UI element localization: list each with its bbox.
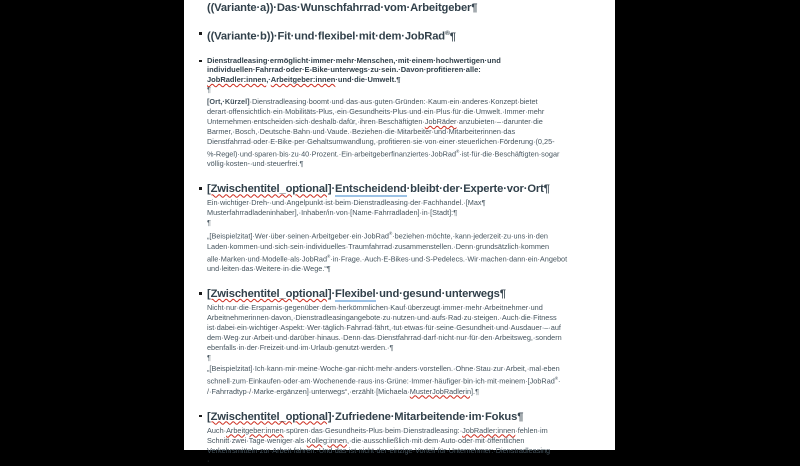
- text-run: Arbeitnehmerinnen·davon,·Dienstradleasingangebote·zu·nutzen·und·aufs·Rad·zu·steigen.·Auch·die·Fitness: [207, 313, 557, 323]
- pilcrow-mark: ¶: [481, 198, 486, 208]
- text-run: Dienstfahrrad·oder·E-Bike·per·Gehaltsumwandlung,·profitieren·sie·von·einer·steuerlichen·Förderung·(0,25-: [207, 136, 555, 146]
- text-run: ebenfalls·in·der·Freizeit·und·im·Urlaub·genutzt·werden.·: [207, 343, 390, 353]
- text-run: .: [473, 386, 476, 396]
- text-run: ((Variante·a))·Das·Wunschfahrrad·vom·Arbeitgeber: [207, 2, 472, 14]
- fachhandel-paragraph[interactable]: [207, 198, 605, 218]
- text-run: [Zwischentitel_optional]: [207, 288, 332, 301]
- registered-trademark: ®: [444, 30, 450, 37]
- pilcrow-mark: ¶: [396, 75, 401, 85]
- pilcrow-mark: ¶: [326, 264, 331, 274]
- pilcrow-mark: ¶: [207, 353, 211, 363]
- text-run: derart·offensichtlich·ein·Mobilitäts-Plus,·ein·Gesundheits-Plus·und·ein·Plus·für·die·Umwelt.·Immer·mehr: [207, 106, 545, 116]
- text-run: Arbeitgeber:innen: [270, 75, 336, 85]
- heading-variante-a[interactable]: [207, 1, 605, 15]
- text-run: Arbeitgeber:innen: [226, 425, 284, 435]
- text-run: ·spüren·das·Gesundheits-Plus·beim·Dienstradleasing:·: [283, 425, 463, 435]
- empty-paragraph[interactable]: [207, 353, 605, 363]
- text-run: JobRadler:innen: [462, 425, 516, 435]
- text-run: [Zwischentitel_optional]: [207, 410, 332, 423]
- heading-variante-b[interactable]: [207, 27, 605, 44]
- text-run: ·fehlen·im: [515, 425, 548, 435]
- text-run: „[Beispielzitat]·Wer·über·seinen·Arbeitgeber·ein·JobRad: [207, 231, 389, 241]
- text-run: Verkehrsmitteln·zur·Arbeit·fahren.·Und·das·ist·nicht·der·einzige·Vorteil·für·Unternehmer:·Dienstradleasing: [207, 445, 551, 455]
- text-run: völlig·kosten-·und·steuerfrei.: [207, 159, 300, 169]
- text-run: Schnitt·zwei·Tage·weniger·als·: [207, 435, 307, 445]
- text-run: ,·: [266, 75, 271, 85]
- heading-experte-vor-ort[interactable]: [207, 182, 605, 196]
- text-run: ·ist·für·die·Beschäftigten·sogar: [459, 149, 560, 159]
- text-run: Kolleg:innen: [306, 435, 347, 445]
- text-run: Nicht·nur·die·Ersparnis·gegenüber·dem·herkömmlichen·Kauf·überzeugt·immer·mehr·Arbeitnehmer·und: [207, 303, 543, 313]
- text-run: ((Variante·b))·Fit·und·flexibel·mit·dem·JobRad: [207, 30, 445, 43]
- text-run: ·beziehen·möchte,·kann·jederzeit·zu·uns·in·den: [392, 231, 548, 241]
- text-run: [Ort,·Kürzel]: [207, 96, 250, 106]
- text-run: ,·die·ausschließlich·mit·dem·Auto·oder·mit·öffentlichen: [346, 435, 525, 445]
- keep-with-next-marker: [199, 60, 202, 63]
- text-run: ·und·die·Umwelt.: [335, 75, 397, 85]
- text-run: %-Regel)·und·sparen·bis·zu·40·Prozent.·Ein·arbeitgeberfinanziertes·JobRad: [207, 149, 457, 159]
- text-run: Auch·: [207, 425, 227, 435]
- gesundheits-plus-paragraph[interactable]: [207, 426, 605, 466]
- text-run: schnell·zum·Einkaufen·oder·am·Wochenende·raus·ins·Grüne:·Immer·häufiger·bin·ich·mit·meinem·[JobRad: [207, 376, 555, 386]
- text-run: ·anzubieten·–·darunter·die: [456, 116, 543, 126]
- text-run: Flexibel: [335, 288, 376, 301]
- registered-trademark: ®: [327, 253, 331, 259]
- pilcrow-mark: ¶: [389, 343, 394, 353]
- heading-flexibel-gesund[interactable]: [207, 287, 605, 301]
- pilcrow-mark: ¶: [471, 2, 478, 14]
- pilcrow-mark: ¶: [207, 218, 211, 228]
- lead-paragraph[interactable]: [207, 56, 605, 85]
- text-run: [Zwischentitel_optional]: [207, 183, 332, 196]
- text-run: „[Beispielzitat]·Ich·kann·mir·meine·Woche·gar·nicht·mehr·anders·vorstellen.·Ohne·Stau·zur·Arbeit,·mal·eben: [207, 364, 560, 374]
- text-run: und·leiten·das·Weitere·in·die·Wege.“: [207, 264, 327, 274]
- quote-jobradlerin[interactable]: [207, 364, 605, 396]
- pilcrow-mark: ¶: [449, 30, 456, 43]
- text-run: Barmer,·Bosch,·Deutsche·Bahn·und·Vaude.·Beziehen·die·Mitarbeiter·und·Mitarbeiterinnen·das: [207, 126, 516, 136]
- text-run: ·: [331, 288, 336, 301]
- text-run: Ein·wichtiger·Dreh-·und·Angelpunkt·ist·beim·Dienstradleasing·der·Fachhandel.·[Max: [207, 198, 482, 208]
- text-run: ·und·gesund·unterwegs: [375, 288, 500, 301]
- text-run: Musterfahrradladeninhaber],·Inhaber/in·von·[Name·Fahrradladen]·in·[Stadt]:: [207, 208, 454, 218]
- text-run: Dienstradleasing·ermöglicht·immer·mehr·Menschen,·mit·einem·hochwertigen·und: [207, 55, 501, 65]
- text-run: ·bleibt·der·Experte·vor·Ort: [406, 183, 544, 196]
- pilcrow-mark: ¶: [517, 410, 524, 423]
- text-run: /·Fahrradtyp·/·Marke·ergänzen]·unterwegs“,·erzählt·[Michaela·: [207, 386, 410, 396]
- document-page[interactable]: [184, 0, 615, 465]
- empty-paragraph[interactable]: [207, 85, 605, 95]
- text-run: individuellen·Fahrrad·oder·E-Bike·unterwegs·zu·sein.·Davon·profitieren·alle:: [207, 65, 481, 75]
- text-run: ·: [207, 455, 210, 465]
- pilcrow-mark: ¶: [475, 386, 479, 396]
- keep-with-next-marker: [199, 415, 202, 418]
- text-run: ·in·Frage.·Auch·E-Bikes·und·S-Pedelecs.·Wir·machen·dann·ein·Angebot: [330, 254, 568, 264]
- pilcrow-mark: ¶: [207, 84, 211, 94]
- text-run: ·Dienstradleasing·boomt·und·das·aus·guten·Gründen:·Kaum·ein·anderes·Konzept·bietet: [249, 96, 538, 106]
- text-run: ·: [331, 183, 336, 196]
- pilcrow-mark: ¶: [453, 208, 458, 218]
- quote-fachhaendler[interactable]: [207, 229, 605, 274]
- registered-trademark: ®: [554, 376, 559, 382]
- heading-zufriedene-mitarbeitende[interactable]: [207, 410, 605, 424]
- text-run: Laden·kommen·und·sich·sein·individuelles·Traumfahrrad·zusammenstellen.·Denn·grundsätzlich·kommen: [207, 241, 550, 251]
- fitness-paragraph[interactable]: [207, 303, 605, 353]
- text-run: ·: [558, 376, 561, 386]
- text-run: ist·dabei·ein·wichtiger·Aspekt:·Wer·täglich·Fahrrad·fährt,·tut·etwas·für·seine·Gesundheit·und·Ausdauer·–·auf: [207, 323, 561, 333]
- text-run: JobRäder: [424, 116, 457, 126]
- text-run: Entscheidend: [335, 183, 407, 196]
- text-run: alle·Marken·und·Modelle·als·JobRad: [207, 254, 328, 264]
- text-run: ·Zufriedene·Mitarbeitende·im·Fokus: [331, 410, 518, 423]
- text-run: Unternehmen·entscheiden·sich·deshalb·dafür,·ihren·Beschäftigten·: [207, 116, 425, 126]
- text-run: MusterJobRadlerin]: [409, 386, 474, 396]
- pilcrow-mark: ¶: [499, 288, 506, 301]
- keep-with-next-marker: [199, 32, 202, 35]
- document-content: [207, 1, 605, 466]
- empty-paragraph[interactable]: [207, 218, 605, 228]
- keep-with-next-marker: [199, 187, 202, 190]
- pilcrow-mark: ¶: [543, 183, 550, 196]
- registered-trademark: ®: [456, 148, 460, 154]
- intro-body-paragraph[interactable]: [207, 97, 605, 169]
- keep-with-next-marker: [199, 292, 202, 295]
- text-run: JobRadler:innen: [207, 75, 267, 85]
- pilcrow-mark: ¶: [299, 159, 304, 169]
- text-run: dem·Weg·zur·Arbeit·und·darüber·hinaus.·Denn·das·Dienstfahrrad·darf·nicht·nur·für·den·Arbeitsweg,·sondern: [207, 333, 562, 343]
- registered-trademark: ®: [388, 231, 393, 237]
